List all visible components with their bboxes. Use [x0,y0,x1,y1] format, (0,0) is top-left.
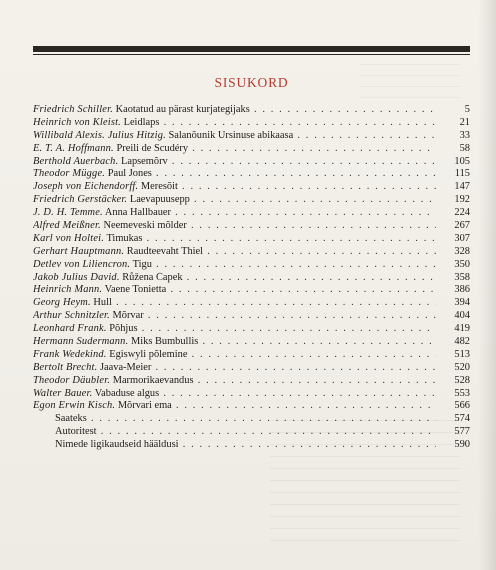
toc-work-title: Preili de Scudéry [116,142,189,154]
toc-page-number: 590 [454,439,470,451]
toc-page-number: 21 [459,116,470,128]
toc-work-title: Laevapuusepp [129,194,190,206]
toc-author: J. D. H. Temme. [33,207,103,219]
toc-entry [33,284,470,297]
toc-entry-text [33,246,436,259]
toc-author: Arthur Schnitzler. [33,310,110,322]
toc-author: Joseph von Eichendorff. [33,181,139,193]
toc-entry-text [33,297,436,310]
toc-entry [33,310,470,323]
toc-author: Karl von Holtei. [33,232,105,244]
toc-entry-text [33,323,436,336]
toc-entry-text [33,284,436,297]
toc-author: Friedrich Gerstäcker. [33,194,128,206]
spine-shadow [478,0,496,570]
toc-page-number: 404 [454,310,470,322]
toc-work-title: Autoritest [55,426,97,438]
toc-entry-text [33,130,436,143]
toc-entry [33,259,470,272]
toc-work-title: Marmorikaevandus [112,374,194,386]
toc-author: Walter Bauer. [33,387,93,399]
toc-entry-text [33,400,436,413]
toc-page-number: 528 [454,374,470,386]
toc-page-number: 192 [454,194,470,206]
toc-work-title: Egiswyli põlemine [109,348,188,360]
toc-work-title: Paul Jones [107,168,152,180]
toc-author: Friedrich Schiller. [33,104,113,115]
toc-entry [33,388,470,401]
toc-author: Willibald Alexis. Julius Hitzig. [33,129,166,141]
toc-entry [33,272,470,285]
toc-work-title: Mõrvar [112,310,144,322]
toc-entry-text [33,336,436,349]
toc-page-number: 307 [454,232,470,244]
toc-entry [33,426,470,439]
toc-entry [33,104,470,117]
toc-entry-text [33,168,436,181]
toc-work-title: Saateks [55,413,87,425]
toc-work-title: Lapsemõrv [120,155,168,167]
toc-page-number: 394 [454,297,470,309]
toc-entry-text [33,362,436,375]
toc-author: Theodor Däubler. [33,374,111,386]
toc-page-number: 358 [454,271,470,283]
toc-entry [33,233,470,246]
table-of-contents [33,104,470,452]
toc-author: Frank Wedekind. [33,348,107,360]
toc-entry [33,156,470,169]
toc-entry-text [33,220,436,233]
toc-entry [33,349,470,362]
toc-work-title: Meresõit [140,181,178,193]
toc-work-title: Anna Hallbauer [104,207,171,219]
toc-entry [33,168,470,181]
toc-author: Hermann Sudermann. [33,336,129,348]
toc-author: Gerhart Hauptmann. [33,245,125,257]
toc-page-number: 577 [454,426,470,438]
toc-entry [33,194,470,207]
toc-author: Alfred Meißner. [33,220,101,232]
toc-entry-text [33,233,436,246]
toc-entry-text [33,143,436,156]
toc-page-number: 574 [454,413,470,425]
toc-author: Berthold Auerbach. [33,155,119,167]
toc-entry [33,220,470,233]
toc-entry-text [33,272,436,285]
toc-entry [33,400,470,413]
toc-work-title: Vabaduse algus [94,387,160,399]
toc-page-number: 267 [454,220,470,232]
toc-entry [33,297,470,310]
toc-work-title: Raudteevaht Thiel [126,245,204,257]
toc-entry-text [33,181,436,194]
toc-page-number: 224 [454,207,470,219]
toc-work-title: Tigu [132,258,152,270]
toc-entry [33,362,470,375]
toc-entry-text [33,426,436,439]
toc-entry-text [33,194,436,207]
toc-entry [33,375,470,388]
header-rule-thin [33,54,470,55]
toc-page-number: 105 [454,155,470,167]
toc-entry [33,413,470,426]
toc-work-title: Nimede ligikaudseid hääldusi [55,439,179,451]
toc-page-number: 553 [454,387,470,399]
toc-work-title: Mõrvari ema [117,400,172,412]
toc-entry [33,246,470,259]
toc-entry [33,323,470,336]
toc-page-number: 419 [454,323,470,335]
toc-page-number: 566 [454,400,470,412]
toc-page-number: 58 [459,142,470,154]
toc-page-number: 33 [459,129,470,141]
toc-page-number: 115 [454,168,470,180]
toc-author: Heinrich Mann. [33,284,103,296]
toc-entry [33,130,470,143]
toc-page-number: 482 [454,336,470,348]
toc-entry-text [33,349,436,362]
toc-work-title: Vaene Tonietta [104,284,167,296]
toc-work-title: Jaava-Meier [99,361,152,373]
toc-author: Bertolt Brecht. [33,361,98,373]
toc-page-number: 350 [454,258,470,270]
toc-author: Georg Heym. [33,297,91,309]
toc-page-number: 520 [454,361,470,373]
toc-author: Theodor Mügge. [33,168,106,180]
toc-entry-text [33,156,436,169]
toc-page-number: 147 [454,181,470,193]
toc-entry-text [33,207,436,220]
toc-entry [33,207,470,220]
toc-entry [33,143,470,156]
toc-work-title: Růžena Čapek [122,271,183,283]
toc-work-title: Salanõunik Ursinuse abikaasa [168,129,294,141]
toc-author: Heinrich von Kleist. [33,116,121,128]
toc-author: Egon Erwin Kisch. [33,400,116,412]
header-rule-thick [33,46,470,52]
toc-entry [33,181,470,194]
toc-author: Leonhard Frank. [33,323,107,335]
toc-work-title: Kaotatud au pärast kurjategijaks [115,104,250,115]
toc-author: E. T. A. Hoffmann. [33,142,114,154]
toc-entry-text [33,388,436,401]
toc-entry [33,439,470,452]
toc-entry-text [33,439,436,452]
toc-work-title: Miks Bumbullis [131,336,199,348]
toc-entry [33,336,470,349]
toc-author: Detlev von Liliencron. [33,258,131,270]
toc-entry-text [33,104,436,117]
toc-entry-text [33,117,436,130]
toc-entry-text [33,259,436,272]
toc-work-title: Leidlaps [123,116,160,128]
toc-work-title: Neemeveski mõlder [103,220,187,232]
toc-entry-text [33,375,436,388]
toc-page-number: 386 [454,284,470,296]
toc-work-title: Hull [93,297,112,309]
toc-entry-text [33,413,436,426]
toc-page-number: 328 [454,245,470,257]
page-title: SISUKORD [214,75,289,91]
toc-work-title: Timukas [106,232,143,244]
toc-author: Jakob Julius David. [33,271,120,283]
toc-entry [33,117,470,130]
toc-page-number: 5 [464,104,470,115]
toc-entry-text [33,310,436,323]
toc-page-number: 513 [454,348,470,360]
toc-work-title: Põhjus [109,323,138,335]
